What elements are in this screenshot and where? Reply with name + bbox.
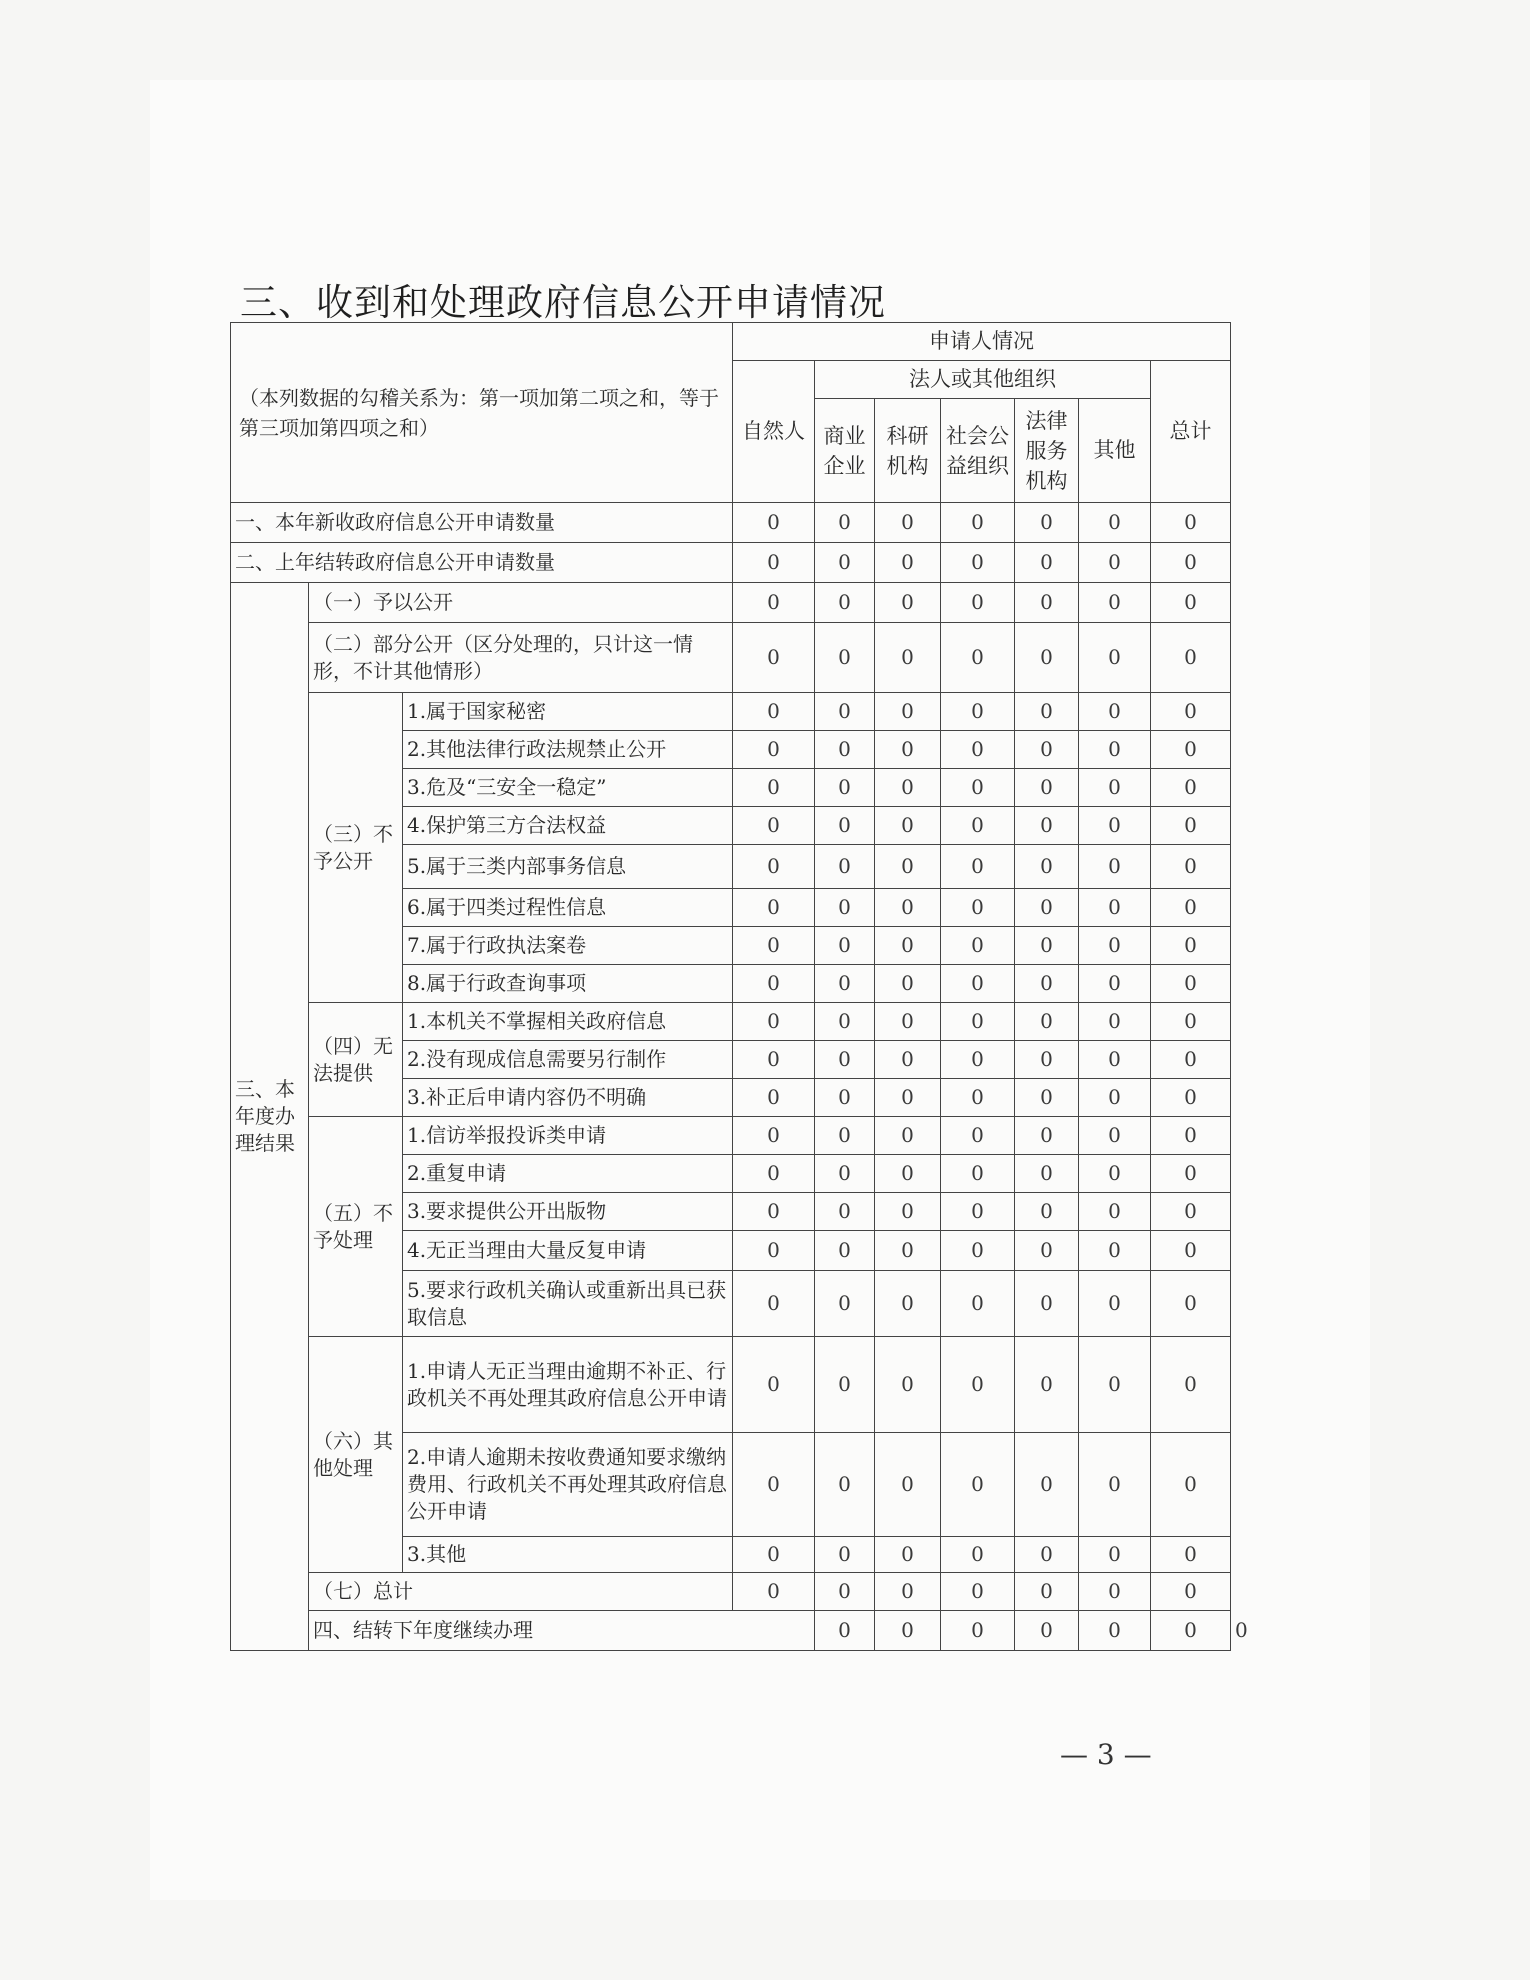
cell-value: 0 (1151, 623, 1231, 693)
cell-value: 0 (875, 965, 941, 1003)
cell-value: 0 (941, 693, 1015, 731)
cell-value: 0 (1079, 1337, 1151, 1433)
cell-value: 0 (815, 1271, 875, 1337)
cell-value: 0 (733, 693, 815, 731)
cell-value: 0 (1151, 1193, 1231, 1231)
cell-value: 0 (1079, 1041, 1151, 1079)
cell-value: 0 (733, 1079, 815, 1117)
row-label: 7.属于行政执法案卷 (403, 927, 733, 965)
cell-value: 0 (815, 1433, 875, 1537)
cell-value: 0 (875, 1155, 941, 1193)
cell-value: 0 (815, 1537, 875, 1573)
cell-value: 0 (875, 769, 941, 807)
header-legal-service: 法律服务机构 (1015, 399, 1079, 503)
table-row (231, 1117, 1231, 1155)
cell-value: 0 (941, 1193, 1015, 1231)
cell-value: 0 (1079, 543, 1151, 583)
cell-value: 0 (733, 1271, 815, 1337)
cell-value: 0 (733, 807, 815, 845)
row-label: 1.信访举报投诉类申请 (403, 1117, 733, 1155)
cell-value: 0 (733, 927, 815, 965)
cell-value: 0 (941, 1155, 1015, 1193)
group-label-cannot-provide: （四）无法提供 (309, 1003, 403, 1117)
cell-value: 0 (1015, 623, 1079, 693)
cell-value: 0 (815, 927, 875, 965)
cell-value: 0 (1151, 889, 1231, 927)
cell-value: 0 (1015, 693, 1079, 731)
cell-value: 0 (941, 807, 1015, 845)
cell-value: 0 (1015, 1117, 1079, 1155)
cell-value: 0 (1079, 1003, 1151, 1041)
cell-value: 0 (941, 927, 1015, 965)
cell-value: 0 (1151, 965, 1231, 1003)
header-natural-person: 自然人 (733, 361, 815, 503)
cell-value: 0 (875, 543, 941, 583)
cell-value: 0 (941, 845, 1015, 889)
cell-value: 0 (733, 769, 815, 807)
cell-value: 0 (1015, 1231, 1079, 1271)
cell-value: 0 (1079, 1271, 1151, 1337)
cell-value: 0 (941, 1433, 1015, 1537)
cell-value: 0 (1015, 731, 1079, 769)
cell-value: 0 (815, 1155, 875, 1193)
group-label-not-disclosed: （三）不予公开 (309, 693, 403, 1003)
cell-value: 0 (941, 623, 1015, 693)
cell-value: 0 (1151, 543, 1231, 583)
cell-value: 0 (733, 583, 815, 623)
cell-value: 0 (733, 1041, 815, 1079)
cell-value: 0 (941, 1611, 1015, 1651)
cell-value: 0 (815, 769, 875, 807)
cell-value: 0 (733, 731, 815, 769)
cell-value: 0 (875, 1193, 941, 1231)
header-commercial: 商业企业 (815, 399, 875, 503)
row-label: 2.没有现成信息需要另行制作 (403, 1041, 733, 1079)
cell-value: 0 (1015, 1271, 1079, 1337)
row-label: 5.属于三类内部事务信息 (403, 845, 733, 889)
cell-value: 0 (1079, 583, 1151, 623)
cell-value: 0 (1079, 1231, 1151, 1271)
row-label: （一）予以公开 (309, 583, 733, 623)
cell-value: 0 (1079, 845, 1151, 889)
row-label: 3.其他 (403, 1537, 733, 1573)
cell-value: 0 (1015, 1003, 1079, 1041)
row-label: 二、上年结转政府信息公开申请数量 (231, 543, 733, 583)
cell-value: 0 (875, 1537, 941, 1573)
cell-value: 0 (1151, 1573, 1231, 1611)
cell-value: 0 (941, 1537, 1015, 1573)
cell-value: 0 (875, 1117, 941, 1155)
cell-value: 0 (733, 503, 815, 543)
cell-value: 0 (875, 731, 941, 769)
cell-value: 0 (1079, 731, 1151, 769)
cell-value: 0 (1151, 1003, 1231, 1041)
cell-value: 0 (1079, 769, 1151, 807)
cell-value: 0 (1079, 1117, 1151, 1155)
row-label: 一、本年新收政府信息公开申请数量 (231, 503, 733, 543)
cell-value: 0 (733, 1231, 815, 1271)
cell-value: 0 (875, 1433, 941, 1537)
cell-value: 0 (815, 1231, 875, 1271)
row-label: 3.危及“三安全一稳定” (403, 769, 733, 807)
row-label: 2.其他法律行政法规禁止公开 (403, 731, 733, 769)
cell-value: 0 (1079, 807, 1151, 845)
cell-value: 0 (1151, 1155, 1231, 1193)
cell-value: 0 (815, 965, 875, 1003)
cell-value: 0 (875, 1573, 941, 1611)
cell-value: 0 (1151, 927, 1231, 965)
cell-value: 0 (815, 1193, 875, 1231)
table-row (231, 1611, 1231, 1651)
cell-value: 0 (941, 769, 1015, 807)
cell-value: 0 (1015, 1611, 1079, 1651)
cell-value: 0 (941, 583, 1015, 623)
cell-value: 0 (1015, 1193, 1079, 1231)
cell-value: 0 (941, 503, 1015, 543)
cell-value: 0 (875, 927, 941, 965)
cell-value: 0 (1015, 965, 1079, 1003)
cell-value: 0 (815, 1611, 875, 1651)
cell-value: 0 (1015, 769, 1079, 807)
cell-value: 0 (1151, 845, 1231, 889)
table-row (231, 583, 1231, 623)
cell-value: 0 (1015, 583, 1079, 623)
cell-value: 0 (941, 1573, 1015, 1611)
cell-value: 0 (875, 889, 941, 927)
cell-value: 0 (1079, 1433, 1151, 1537)
cell-value: 0 (1079, 965, 1151, 1003)
header-total: 总计 (1151, 361, 1231, 503)
cell-value: 0 (815, 1041, 875, 1079)
cell-value: 0 (815, 693, 875, 731)
table-row (231, 1573, 1231, 1611)
cell-value: 0 (1015, 503, 1079, 543)
cell-value: 0 (815, 1079, 875, 1117)
header-legal-org: 法人或其他组织 (815, 361, 1151, 399)
row-label: 5.要求行政机关确认或重新出具已获取信息 (403, 1271, 733, 1337)
cell-value: 0 (1015, 845, 1079, 889)
cell-value: 0 (1151, 1433, 1231, 1537)
row-label: 1.本机关不掌握相关政府信息 (403, 1003, 733, 1041)
header-social-welfare: 社会公益组织 (941, 399, 1015, 503)
cell-value: 0 (733, 1003, 815, 1041)
row-label: 1.属于国家秘密 (403, 693, 733, 731)
cell-value: 0 (1015, 1433, 1079, 1537)
cell-value: 0 (875, 583, 941, 623)
cell-value: 0 (875, 807, 941, 845)
cell-value: 0 (1151, 693, 1231, 731)
cell-value: 0 (941, 731, 1015, 769)
cell-value: 0 (1015, 1079, 1079, 1117)
cell-value: 0 (815, 543, 875, 583)
cell-value: 0 (1015, 1537, 1079, 1573)
group-label-not-processed: （五）不予处理 (309, 1117, 403, 1337)
page-number: — 3 — (1060, 1738, 1152, 1771)
table-row (231, 623, 1231, 693)
cell-value: 0 (1079, 1573, 1151, 1611)
cell-value: 0 (941, 1079, 1015, 1117)
row-label: 2.重复申请 (403, 1155, 733, 1193)
row-label: 4.无正当理由大量反复申请 (403, 1231, 733, 1271)
row-label: 3.要求提供公开出版物 (403, 1193, 733, 1231)
cell-value: 0 (1015, 889, 1079, 927)
cell-value: 0 (1151, 807, 1231, 845)
cell-value: 0 (1079, 1155, 1151, 1193)
cell-value: 0 (941, 965, 1015, 1003)
cell-value: 0 (1015, 543, 1079, 583)
section-title: 三、收到和处理政府信息公开申请情况 (240, 281, 886, 324)
header-applicant-situation: 申请人情况 (733, 323, 1231, 361)
cell-value: 0 (815, 1003, 875, 1041)
cell-value: 0 (941, 889, 1015, 927)
cell-value: 0 (733, 1155, 815, 1193)
cell-value: 0 (875, 1231, 941, 1271)
cell-value: 0 (815, 583, 875, 623)
row-label: 四、结转下年度继续办理 (309, 1611, 815, 1651)
cell-value: 0 (941, 1041, 1015, 1079)
cell-value: 0 (1151, 769, 1231, 807)
cell-value: 0 (733, 543, 815, 583)
cell-value: 0 (1079, 889, 1151, 927)
cell-value: 0 (875, 845, 941, 889)
cell-value: 0 (1151, 1271, 1231, 1337)
cell-value: 0 (1079, 1193, 1151, 1231)
row-label: （二）部分公开（区分处理的，只计这一情形，不计其他情形） (309, 623, 733, 693)
cell-value: 0 (733, 1117, 815, 1155)
disclosure-table (230, 322, 1231, 1651)
cell-value: 0 (875, 1003, 941, 1041)
cell-value: 0 (1015, 807, 1079, 845)
cell-value: 0 (875, 623, 941, 693)
header-other: 其他 (1079, 399, 1151, 503)
row-label: 8.属于行政查询事项 (403, 965, 733, 1003)
cell-value: 0 (1151, 583, 1231, 623)
cell-value: 0 (1079, 693, 1151, 731)
cell-value: 0 (1015, 1573, 1079, 1611)
table-row (231, 693, 1231, 731)
cell-value: 0 (875, 1271, 941, 1337)
cell-value: 0 (1079, 503, 1151, 543)
cell-value: 0 (733, 965, 815, 1003)
cell-value: 0 (733, 1573, 815, 1611)
row-label: （七）总计 (309, 1573, 733, 1611)
cell-value: 0 (733, 889, 815, 927)
row-label: 3.补正后申请内容仍不明确 (403, 1079, 733, 1117)
cell-value: 0 (815, 623, 875, 693)
cell-value: 0 (875, 1611, 941, 1651)
cell-value: 0 (815, 1573, 875, 1611)
row-label: 4.保护第三方合法权益 (403, 807, 733, 845)
cell-value: 0 (875, 1041, 941, 1079)
cell-value: 0 (1079, 1079, 1151, 1117)
header-note: （本列数据的勾稽关系为：第一项加第二项之和，等于第三项加第四项之和） (231, 323, 733, 503)
cell-value: 0 (941, 1271, 1015, 1337)
header-research: 科研机构 (875, 399, 941, 503)
cell-value: 0 (941, 543, 1015, 583)
cell-value: 0 (1151, 1117, 1231, 1155)
cell-value: 0 (875, 693, 941, 731)
cell-value: 0 (815, 503, 875, 543)
cell-value: 0 (1015, 1041, 1079, 1079)
table-row (231, 1003, 1231, 1041)
cell-value: 0 (733, 845, 815, 889)
table-row (231, 1337, 1231, 1433)
group-label-other-processing: （六）其他处理 (309, 1337, 403, 1573)
cell-value: 0 (1015, 927, 1079, 965)
cell-value: 0 (1079, 1611, 1151, 1651)
cell-value: 0 (1151, 1337, 1231, 1433)
cell-value: 0 (1079, 927, 1151, 965)
cell-value: 0 (941, 1231, 1015, 1271)
cell-value: 0 (815, 889, 875, 927)
cell-value: 0 (875, 1079, 941, 1117)
cell-value: 0 (1151, 731, 1231, 769)
cell-value: 0 (875, 503, 941, 543)
table-row (231, 503, 1231, 543)
table-row (231, 543, 1231, 583)
cell-value: 0 (1151, 1041, 1231, 1079)
cell-value: 0 (733, 1537, 815, 1573)
cell-value: 0 (815, 1337, 875, 1433)
cell-value: 0 (941, 1003, 1015, 1041)
cell-value: 0 (815, 807, 875, 845)
cell-value: 0 (1015, 1155, 1079, 1193)
row-label: 1.申请人无正当理由逾期不补正、行政机关不再处理其政府信息公开申请 (403, 1337, 733, 1433)
cell-value: 0 (815, 731, 875, 769)
cell-value: 0 (733, 1337, 815, 1433)
cell-value: 0 (1151, 1231, 1231, 1271)
cell-value: 0 (1151, 1079, 1231, 1117)
cell-value: 0 (1151, 503, 1231, 543)
cell-value: 0 (1151, 1611, 1231, 1651)
group-label-annual-results: 三、本年度办理结果 (231, 583, 309, 1651)
row-label: 6.属于四类过程性信息 (403, 889, 733, 927)
cell-value: 0 (1151, 1537, 1231, 1573)
cell-value: 0 (733, 1193, 815, 1231)
cell-value: 0 (815, 1117, 875, 1155)
cell-value: 0 (733, 623, 815, 693)
cell-value: 0 (815, 845, 875, 889)
cell-value: 0 (733, 1433, 815, 1537)
cell-value: 0 (941, 1117, 1015, 1155)
cell-value: 0 (1079, 1537, 1151, 1573)
row-label: 2.申请人逾期未按收费通知要求缴纳费用、行政机关不再处理其政府信息公开申请 (403, 1433, 733, 1537)
cell-value: 0 (941, 1337, 1015, 1433)
cell-value: 0 (1079, 623, 1151, 693)
cell-value: 0 (1015, 1337, 1079, 1433)
cell-value: 0 (875, 1337, 941, 1433)
